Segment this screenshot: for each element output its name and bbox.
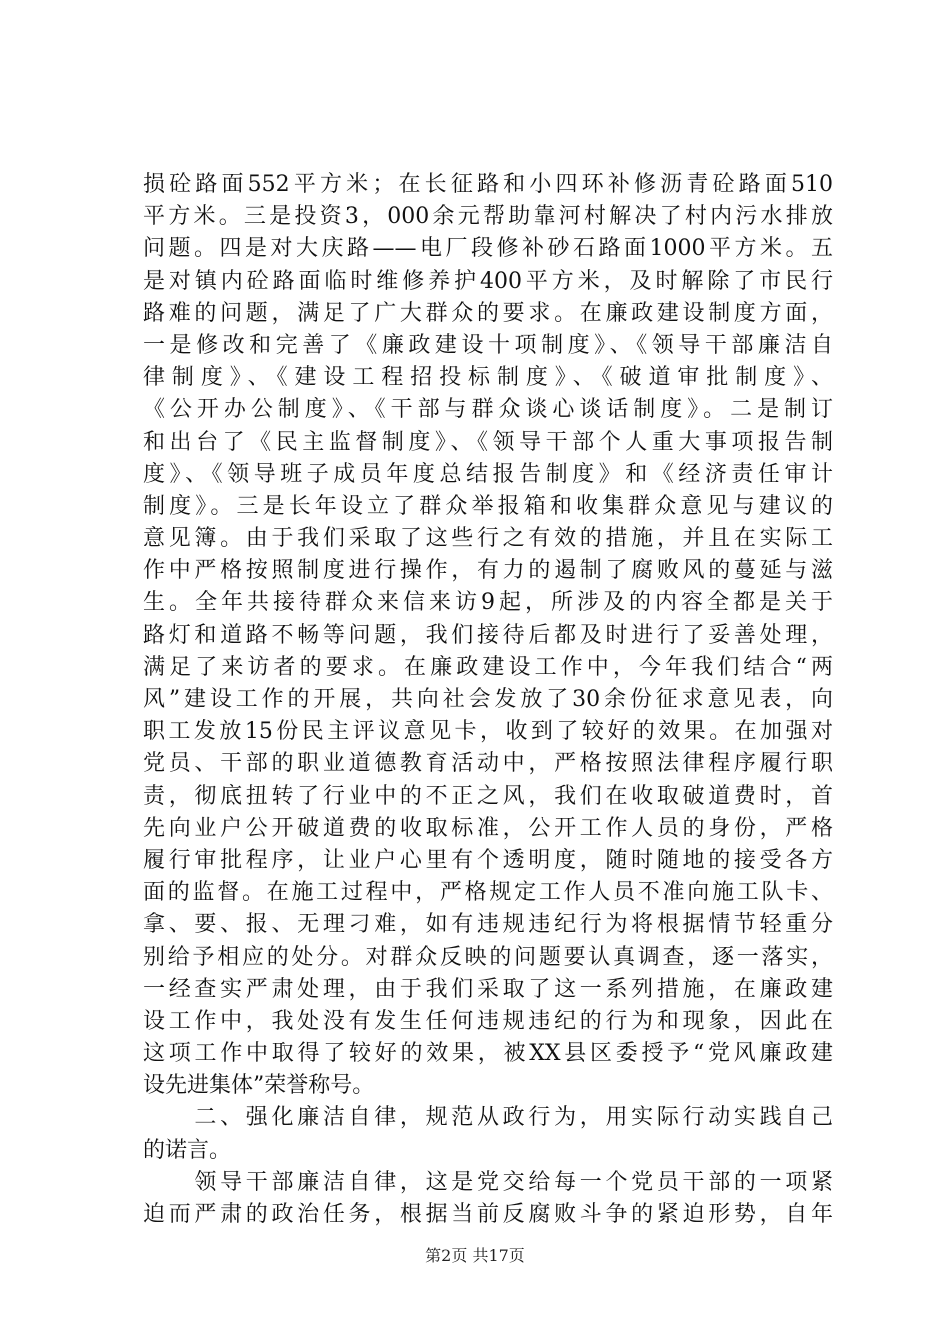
text-line: 《公开办公制度》、《干部与群众谈心谈话制度》。二是制订 [143,397,833,423]
text-line: 别给予相应的处分。对群众反映的问题要认真调查，逐一落实， [143,944,833,970]
text-line: 意见簿。由于我们采取了这些行之有效的措施，并且在实际工 [143,526,833,552]
text-line: 生。全年共接待群众来信来访9起，所涉及的内容全都是关于 [143,590,833,616]
text-line: 度》、《领导班子成员年度总结报告制度》和《经济责任审计 [143,461,833,487]
text-line: 是对镇内砼路面临时维修养护400平方米，及时解除了市民行 [143,268,833,294]
paragraph-end-line: 设先进集体”荣誉称号。 [143,1073,375,1099]
text-line: 一经查实严肃处理，由于我们采取了这一系列措施，在廉政建 [143,976,833,1002]
text-line: 面的监督。在施工过程中，严格规定工作人员不准向施工队卡、 [143,880,833,906]
text-line: 一是修改和完善了《廉政建设十项制度》、《领导干部廉洁自 [143,332,833,358]
text-line: 和出台了《民主监督制度》、《领导干部个人重大事项报告制 [143,429,833,455]
text-line: 职工发放15份民主评议意见卡，收到了较好的效果。在加强对 [143,719,833,745]
text-line: 拿、要、报、无理刁难，如有违规违纪行为将根据情节轻重分 [143,912,833,938]
text-line: 律制度》、《建设工程招投标制度》、《破道审批制度》、 [143,365,833,391]
text-line: 设工作中，我处没有发生任何违规违纪的行为和现象，因此在 [143,1008,833,1034]
document-body [143,169,833,1231]
text-line: 这项工作中取得了较好的效果，被XX县区委授予“党风廉政建 [143,1041,833,1067]
page-number-label: 第2页 共17页 [425,1246,525,1265]
text-line: 路灯和道路不畅等问题，我们接待后都及时进行了妥善处理， [143,622,833,648]
text-line: 风”建设工作的开展，共向社会发放了30余份征求意见表，向 [143,687,833,712]
text-line: 党员、干部的职业道德教育活动中，严格按照法律程序履行职 [143,751,833,777]
text-line: 制度》。三是长年设立了群众举报箱和收集群众意见与建议的 [143,493,833,519]
text-line: 领导干部廉洁自律，这是党交给每一个党员干部的一项紧 [143,1169,833,1195]
text-line: 满足了来访者的要求。在廉政建设工作中，今年我们结合“两 [143,654,833,680]
text-line: 平方米。三是投资3，000余元帮助靠河村解决了村内污水排放 [143,204,833,230]
text-line: 作中严格按照制度进行操作，有力的遏制了腐败风的蔓延与滋 [143,558,833,584]
section-heading-end-line: 的诺言。 [143,1137,232,1163]
page-footer [0,1243,950,1266]
text-line: 先向业户公开破道费的收取标准，公开工作人员的身份，严格 [143,815,833,841]
text-line: 迫而严肃的政治任务，根据当前反腐败斗争的紧迫形势，自年 [143,1202,833,1227]
text-line: 履行审批程序，让业户心里有个透明度，随时随地的接受各方 [143,847,833,873]
section-heading-line: 二、强化廉洁自律，规范从政行为，用实际行动实践自己 [143,1105,833,1131]
text-line: 责，彻底扭转了行业中的不正之风，我们在收取破道费时，首 [143,783,833,809]
text-line: 问题。四是对大庆路——电厂段修补砂石路面1000平方米。五 [143,236,833,262]
text-line: 路难的问题，满足了广大群众的要求。在廉政建设制度方面， [143,300,833,326]
text-line: 损砼路面552平方米；在长征路和小四环补修沥青砼路面510 [143,172,833,197]
